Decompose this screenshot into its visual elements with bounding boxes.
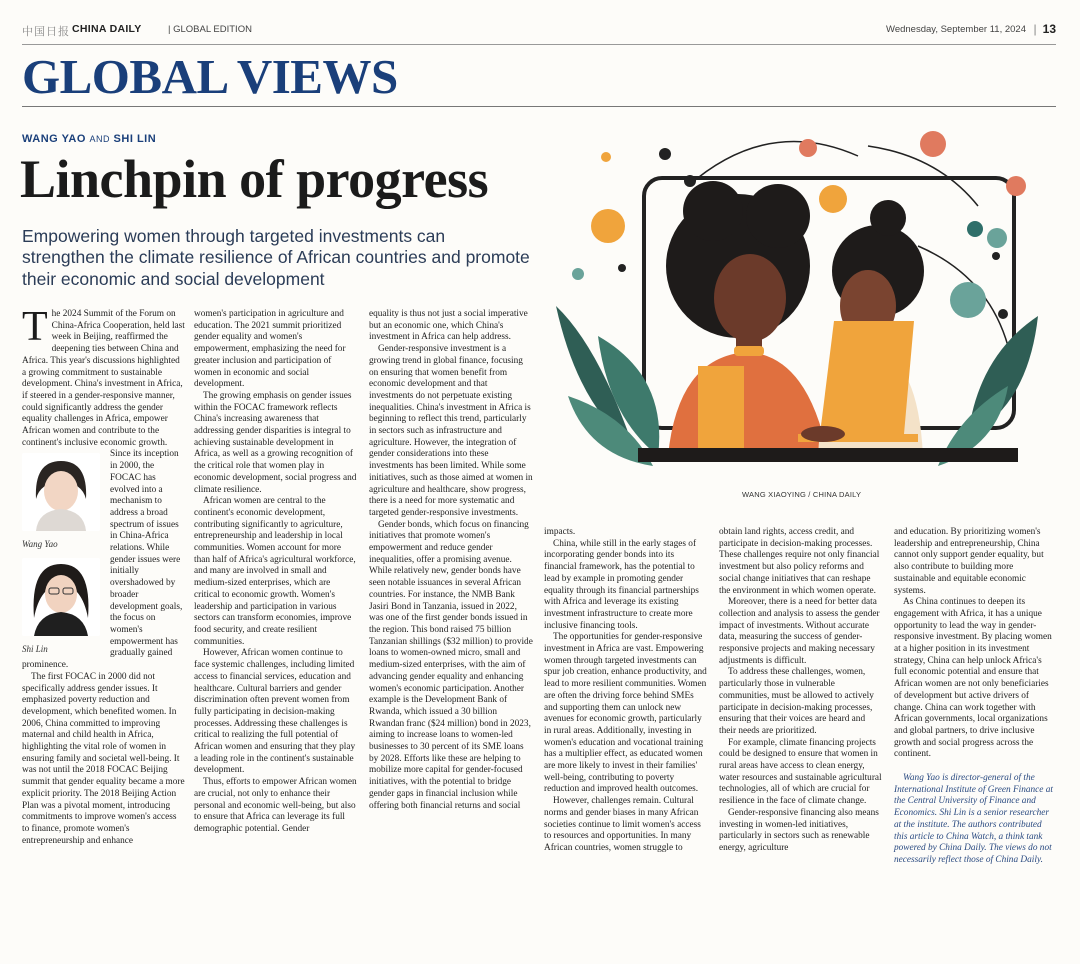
paragraph: women's participation in agriculture and education. The 2021 summit prioritized gender equality and women's empowerment, emphasizing the need for greater inclusion and participation of women in economic and social development. <box>194 309 346 390</box>
article-column-6 <box>894 527 1056 867</box>
paragraph: However, African women continue to face systemic challenges, including limited access to financial services, education and healthcare. Cultural barriers and gender discrimination often prevent women from fully participating in decision-making processes. Addressing these challenges is critical to realizing the full potential of African women and ensuring that they play a leading role in the continent's sustainable development. <box>194 648 356 776</box>
edition-label: | GLOBAL EDITION <box>168 24 252 35</box>
illustration <box>538 116 1056 488</box>
section-rule <box>22 106 1056 107</box>
masthead-rule <box>22 44 1056 45</box>
byline-and: AND <box>89 134 110 144</box>
author-bio: Wang Yao is director-general of the International Institute of Green Finance at the Central University of Finance and Economics. Shi Lin is a senior researcher at the institute. The authors contributed this article to China Watch, a think tank powered by China Daily. The views do not necessarily reflect those of China Daily. <box>894 773 1053 865</box>
paragraph: and education. By prioritizing women's leadership and entrepreneurship, China cannot only support gender equality, but also contribute to building more sustainable and equitable economic systems. <box>894 527 1044 596</box>
paragraph: Moreover, there is a need for better data collection and analysis to assess the gender impact of investments. Without accurate data, measuring the success of gender-responsive projects and making necessary adjustments is difficult. <box>719 597 880 666</box>
section-title: GLOBAL VIEWS <box>22 49 398 104</box>
paragraph: Gender bonds, which focus on financing initiatives that promote women's empowerment and reduce gender inequalities, offer a promising avenue. While relatively new, gender bonds have seen notable issuances in several African countries. For instance, the NMB Bank Jasiri Bond in Tanzania, issued in 2022, was one of the first gender bonds issued in the region. This bond raised 75 billion Tanzanian shillings ($32 million) to provide loans to women-owned micro, small and medium-sized enterprises, with the aim of advancing gender equality and enhancing women's economic participation. Another example is the Development Bank of Rwanda, which issued a 30 billion Rwandan franc ($24 million) bond in 2023, aiming to increase loans to women-led businesses to 30 percent of its SME loans by 2028. Efforts like these are helping to mobilize more capital for gender-focused initiatives, with the potential to bridge gender gaps in financial inclusion while offering both financial returns and social <box>369 519 533 811</box>
page-number-value: 13 <box>1042 22 1056 36</box>
paragraph: Gender-responsive financing also means investing in women-led initiatives, particularly in sectors such as renewable energy, agriculture <box>719 807 879 853</box>
article-column-1 <box>22 304 186 847</box>
paragraph: Since its inception in 2000, the FOCAC has evolved into a mechanism to address a broad spectrum of issues in China-Africa relations. While gender issues were initially overshadowed by broader development goals, the focus on women's empowerment has gradually gained prominence. <box>22 449 183 671</box>
author-photo-1 <box>22 453 104 550</box>
byline-author-2: SHI LIN <box>113 133 157 145</box>
author-photo-caption-2: Shi Lin <box>22 644 48 655</box>
paragraph: Gender-responsive investment is a growing trend in global finance, focusing on ensuring that women benefit from economic development and that investments do not perpetuate existing inequalities. China's investment in Africa is beginning to reflect this trend, particularly in sectors such as infrastructure and agriculture. However, the integration of gender considerations into these investments has been limited. While some initiatives, such as those aimed at women in agriculture and healthcare, show progress, there is a need for more systematic and targeted gender-responsive investments. <box>369 344 533 518</box>
byline-author-1: WANG YAO <box>22 133 86 145</box>
paragraph: As China continues to deepen its engagement with Africa, it has a unique opportunity to lead the way in gender-responsive investment. By placing women at a higher position in its investment strategy, China can help unlock Africa's full economic potential and ensure that African women are not only beneficiaries of development but active drivers of change. China can work together with African governments, local organizations and global partners, to drive inclusive growth and social progress across the continent. <box>894 597 1052 760</box>
paragraph: The opportunities for gender-responsive investment in Africa are vast. Empowering women through targeted investments can spur job creation, enhance productivity, and lead to more resilient communities. Women are often the driving force behind SMEs and supporting them can unlock new avenues for economic growth, particularly in rural areas. Additionally, investing in women's education and vocational training has a multiplier effect, as educated women are more likely to invest in their families' well-being, contributing to poverty reduction and improved health outcomes. <box>544 632 707 795</box>
paragraph <box>22 304 186 449</box>
article-column-5 <box>719 527 883 855</box>
paragraph: However, challenges remain. Cultural norms and gender biases in many African societies continue to limit women's access to resources and opportunities. In many African countries, women struggle to <box>544 796 701 853</box>
paragraph: obtain land rights, access credit, and participate in decision-making processes. These challenges require not only financial investment but also policy reforms and social change initiatives that can reshape the environment in which women operate. <box>719 527 880 596</box>
standfirst: Empowering women through targeted investments can strengthen the climate resilience of African countries and promote their economic and social development <box>22 226 530 289</box>
paragraph: impacts. <box>544 527 576 537</box>
paragraph: To address these challenges, women, particularly those in vulnerable communities, must be allowed to actively participate in decision-making processes, ensuring that their voices are heard and their needs are prioritized. <box>719 667 874 736</box>
illustration-credit: WANG XIAOYING / CHINA DAILY <box>742 490 862 499</box>
byline <box>22 133 156 145</box>
masthead-logo: CHINA DAILY <box>72 23 142 35</box>
author-photo-2 <box>22 558 104 655</box>
lead-text: he 2024 Summit of the Forum on China-Africa Cooperation, held last week in Beijing, reaffirmed the deepening ties between China and Africa. This year's discussions highlighted a growing commitment to sustainable development. China's investment in Africa, if steered in a gender-responsive manner, could significantly address the gender equality challenges in Africa, empower African women and contribute to the continent's inclusive economic growth. <box>22 309 185 448</box>
page-number <box>1034 22 1056 36</box>
paragraph: equality is thus not just a social imperative but an economic one, which China's investment in Africa can help address. <box>369 309 528 343</box>
article-column-2 <box>194 309 358 836</box>
paragraph: Thus, efforts to empower African women are crucial, not only to enhance their personal and economic well-being, but also to ensure that Africa can leverage its full demographic potential. Gender <box>194 777 357 834</box>
headline: Linchpin of progress <box>20 149 489 209</box>
masthead <box>22 22 1056 40</box>
author-portrait-wang-yao <box>22 453 100 531</box>
paragraph: The first FOCAC in 2000 did not specifically address gender issues. It emphasized poverty reduction and development, which benefited women. In 2006, China committed to improving maternal and child health in Africa, highlighting the vital role of women in ensuring family and societal well-being. It was not until the 2018 FOCAC Beijing summit that gender equality became a more explicit priority. The 2018 Beijing Action Plan was a pivotal moment, introducing commitments to improve women's access to finance, promote women's entrepreneurship and enhance <box>22 671 185 846</box>
author-portrait-shi-lin <box>22 558 100 636</box>
article-column-3 <box>369 309 533 812</box>
page-number-separator: | <box>1033 22 1037 36</box>
masthead-logo-chinese: 中国日报 <box>22 26 70 38</box>
paragraph: For example, climate financing projects could be designed to ensure that women in rural areas have access to clean energy, water resources and sustainable agricultural technologies, all of which are crucial for resilience in the face of climate change. <box>719 737 882 807</box>
paragraph: The growing emphasis on gender issues within the FOCAC framework reflects China's increasing awareness that addressing gender disparities is integral to achieving sustainable development in Africa, as well as a growing recognition of the critical role that women play in economic development, social progress and climate resilience. <box>194 390 357 495</box>
author-photo-caption-1: Wang Yao <box>22 539 58 550</box>
paragraph: China, while still in the early stages of incorporating gender bonds into its financial framework, has the potential to lead by example in promoting gender equality through its financial partnerships with Africa and leverage its existing investment infrastructure to create more inclusive financing tools. <box>544 538 699 631</box>
issue-date: Wednesday, September 11, 2024 <box>886 24 1026 35</box>
article-column-4 <box>544 527 708 855</box>
dropcap: T <box>22 304 48 350</box>
paragraph: African women are central to the continent's economic development, contributing significantly to agriculture, entrepreneurship and leadership in local communities. Women account for more than half of Africa's agricultural workforce, and many are involved in small and medium-sized enterprises, which are critical to economic growth. Women's leadership and participation in various sectors can transform economies, improve food security, and create resilient communities. <box>194 496 356 647</box>
